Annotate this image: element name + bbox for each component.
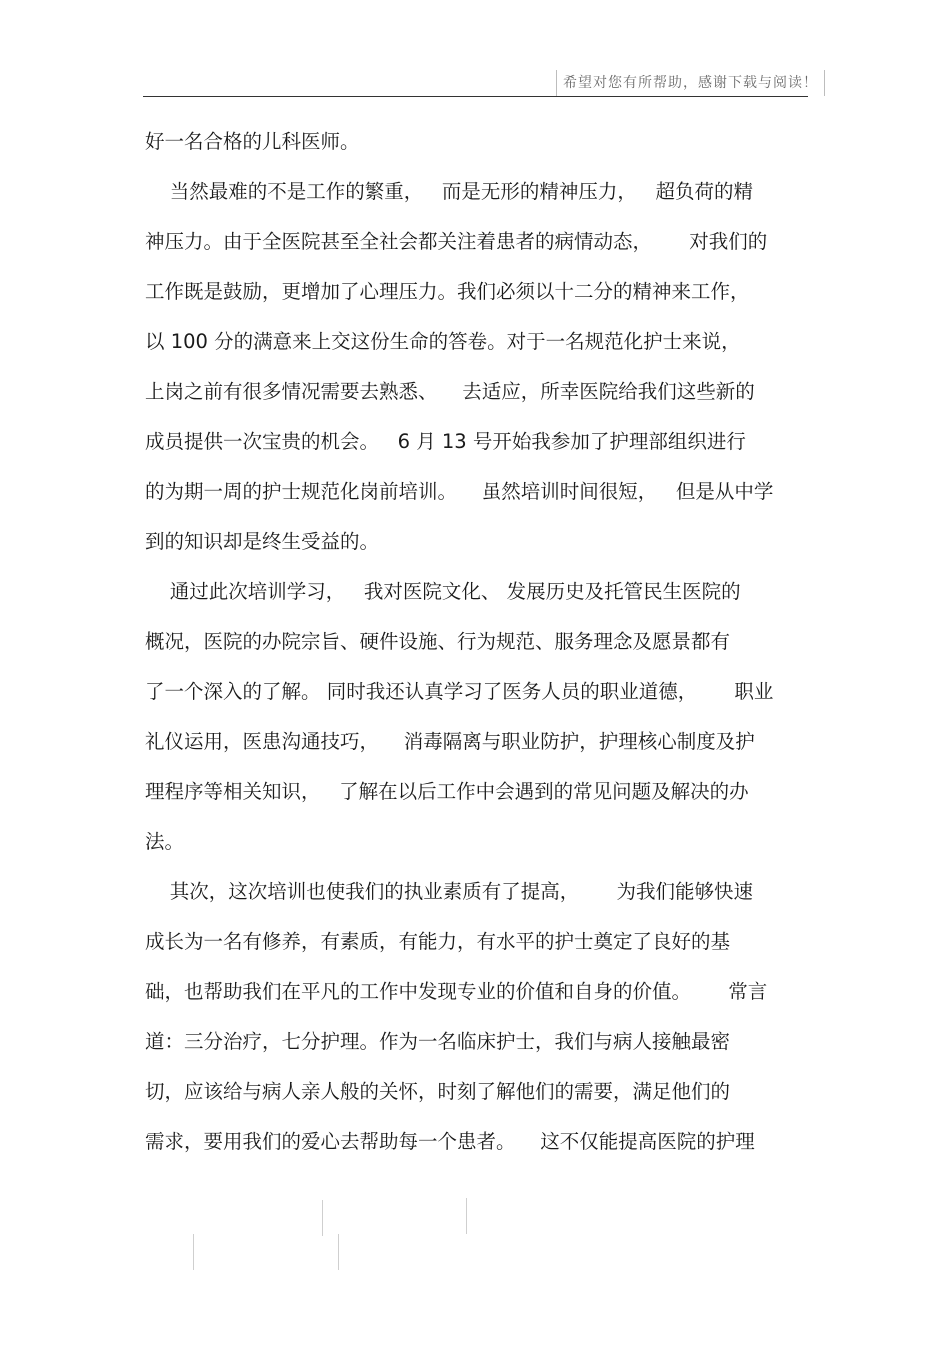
text-line: 法。 [145, 830, 185, 853]
text-line: 通过此次培训学习， 我对医院文化、 发展历史及托管民生医院的 [145, 580, 741, 603]
footer-divider [322, 1200, 323, 1236]
text-line: 其次，这次培训也使我们的执业素质有了提高， 为我们能够快速 [145, 880, 753, 903]
text-line: 概况，医院的办院宗旨、硬件设施、行为规范、服务理念及愿景都有 [145, 630, 731, 653]
text-line: 以 100 分的满意来上交这份生命的答卷。对于一名规范化护士来说， [145, 330, 741, 353]
footer-divider [338, 1234, 339, 1270]
text-line: 当然最难的不是工作的繁重， 而是无形的精神压力， 超负荷的精 [145, 180, 753, 203]
text-line: 礼仪运用，医患沟通技巧， 消毒隔离与职业防护，护理核心制度及护 [145, 730, 755, 753]
text-line: 好一名合格的儿科医师。 [145, 130, 360, 153]
text-line: 的为期一周的护士规范化岗前培训。 虽然培训时间很短， 但是从中学 [145, 480, 774, 503]
text-line: 了一个深入的了解。 同时我还认真学习了医务人员的职业道德， 职业 [145, 680, 774, 703]
footer-divider [466, 1198, 467, 1234]
text-line: 到的知识却是终生受益的。 [145, 530, 380, 553]
text-line: 神压力。由于全医院甚至全社会都关注着患者的病情动态， 对我们的 [145, 230, 768, 253]
text-line: 工作既是鼓励，更增加了心理压力。我们必须以十二分的精神来工作， [145, 280, 750, 303]
footer-divider [193, 1234, 194, 1270]
text-line: 道：三分治疗，七分护理。作为一名临床护士，我们与病人接触最密 [145, 1030, 731, 1053]
text-line: 切，应该给与病人亲人般的关怀，时刻了解他们的需要，满足他们的 [145, 1080, 731, 1103]
text-line: 上岗之前有很多情况需要去熟悉、 去适应，所幸医院给我们这些新的 [145, 380, 755, 403]
text-line: 理程序等相关知识， 了解在以后工作中会遇到的常见问题及解决的办 [145, 780, 749, 803]
header-rule [143, 96, 808, 97]
header-note: 希望对您有所帮助，感谢下载与阅读！ [556, 70, 825, 96]
text-line: 成员提供一次宝贵的机会。 6 月 13 号开始我参加了护理部组织进行 [145, 430, 746, 453]
text-line: 础，也帮助我们在平凡的工作中发现专业的价值和自身的价值。 常言 [145, 980, 768, 1003]
text-line: 成长为一名有修养，有素质，有能力，有水平的护士奠定了良好的基 [145, 930, 731, 953]
text-line: 需求，要用我们的爱心去帮助每一个患者。 这不仅能提高医院的护理 [145, 1130, 755, 1153]
document-body [145, 117, 810, 1167]
